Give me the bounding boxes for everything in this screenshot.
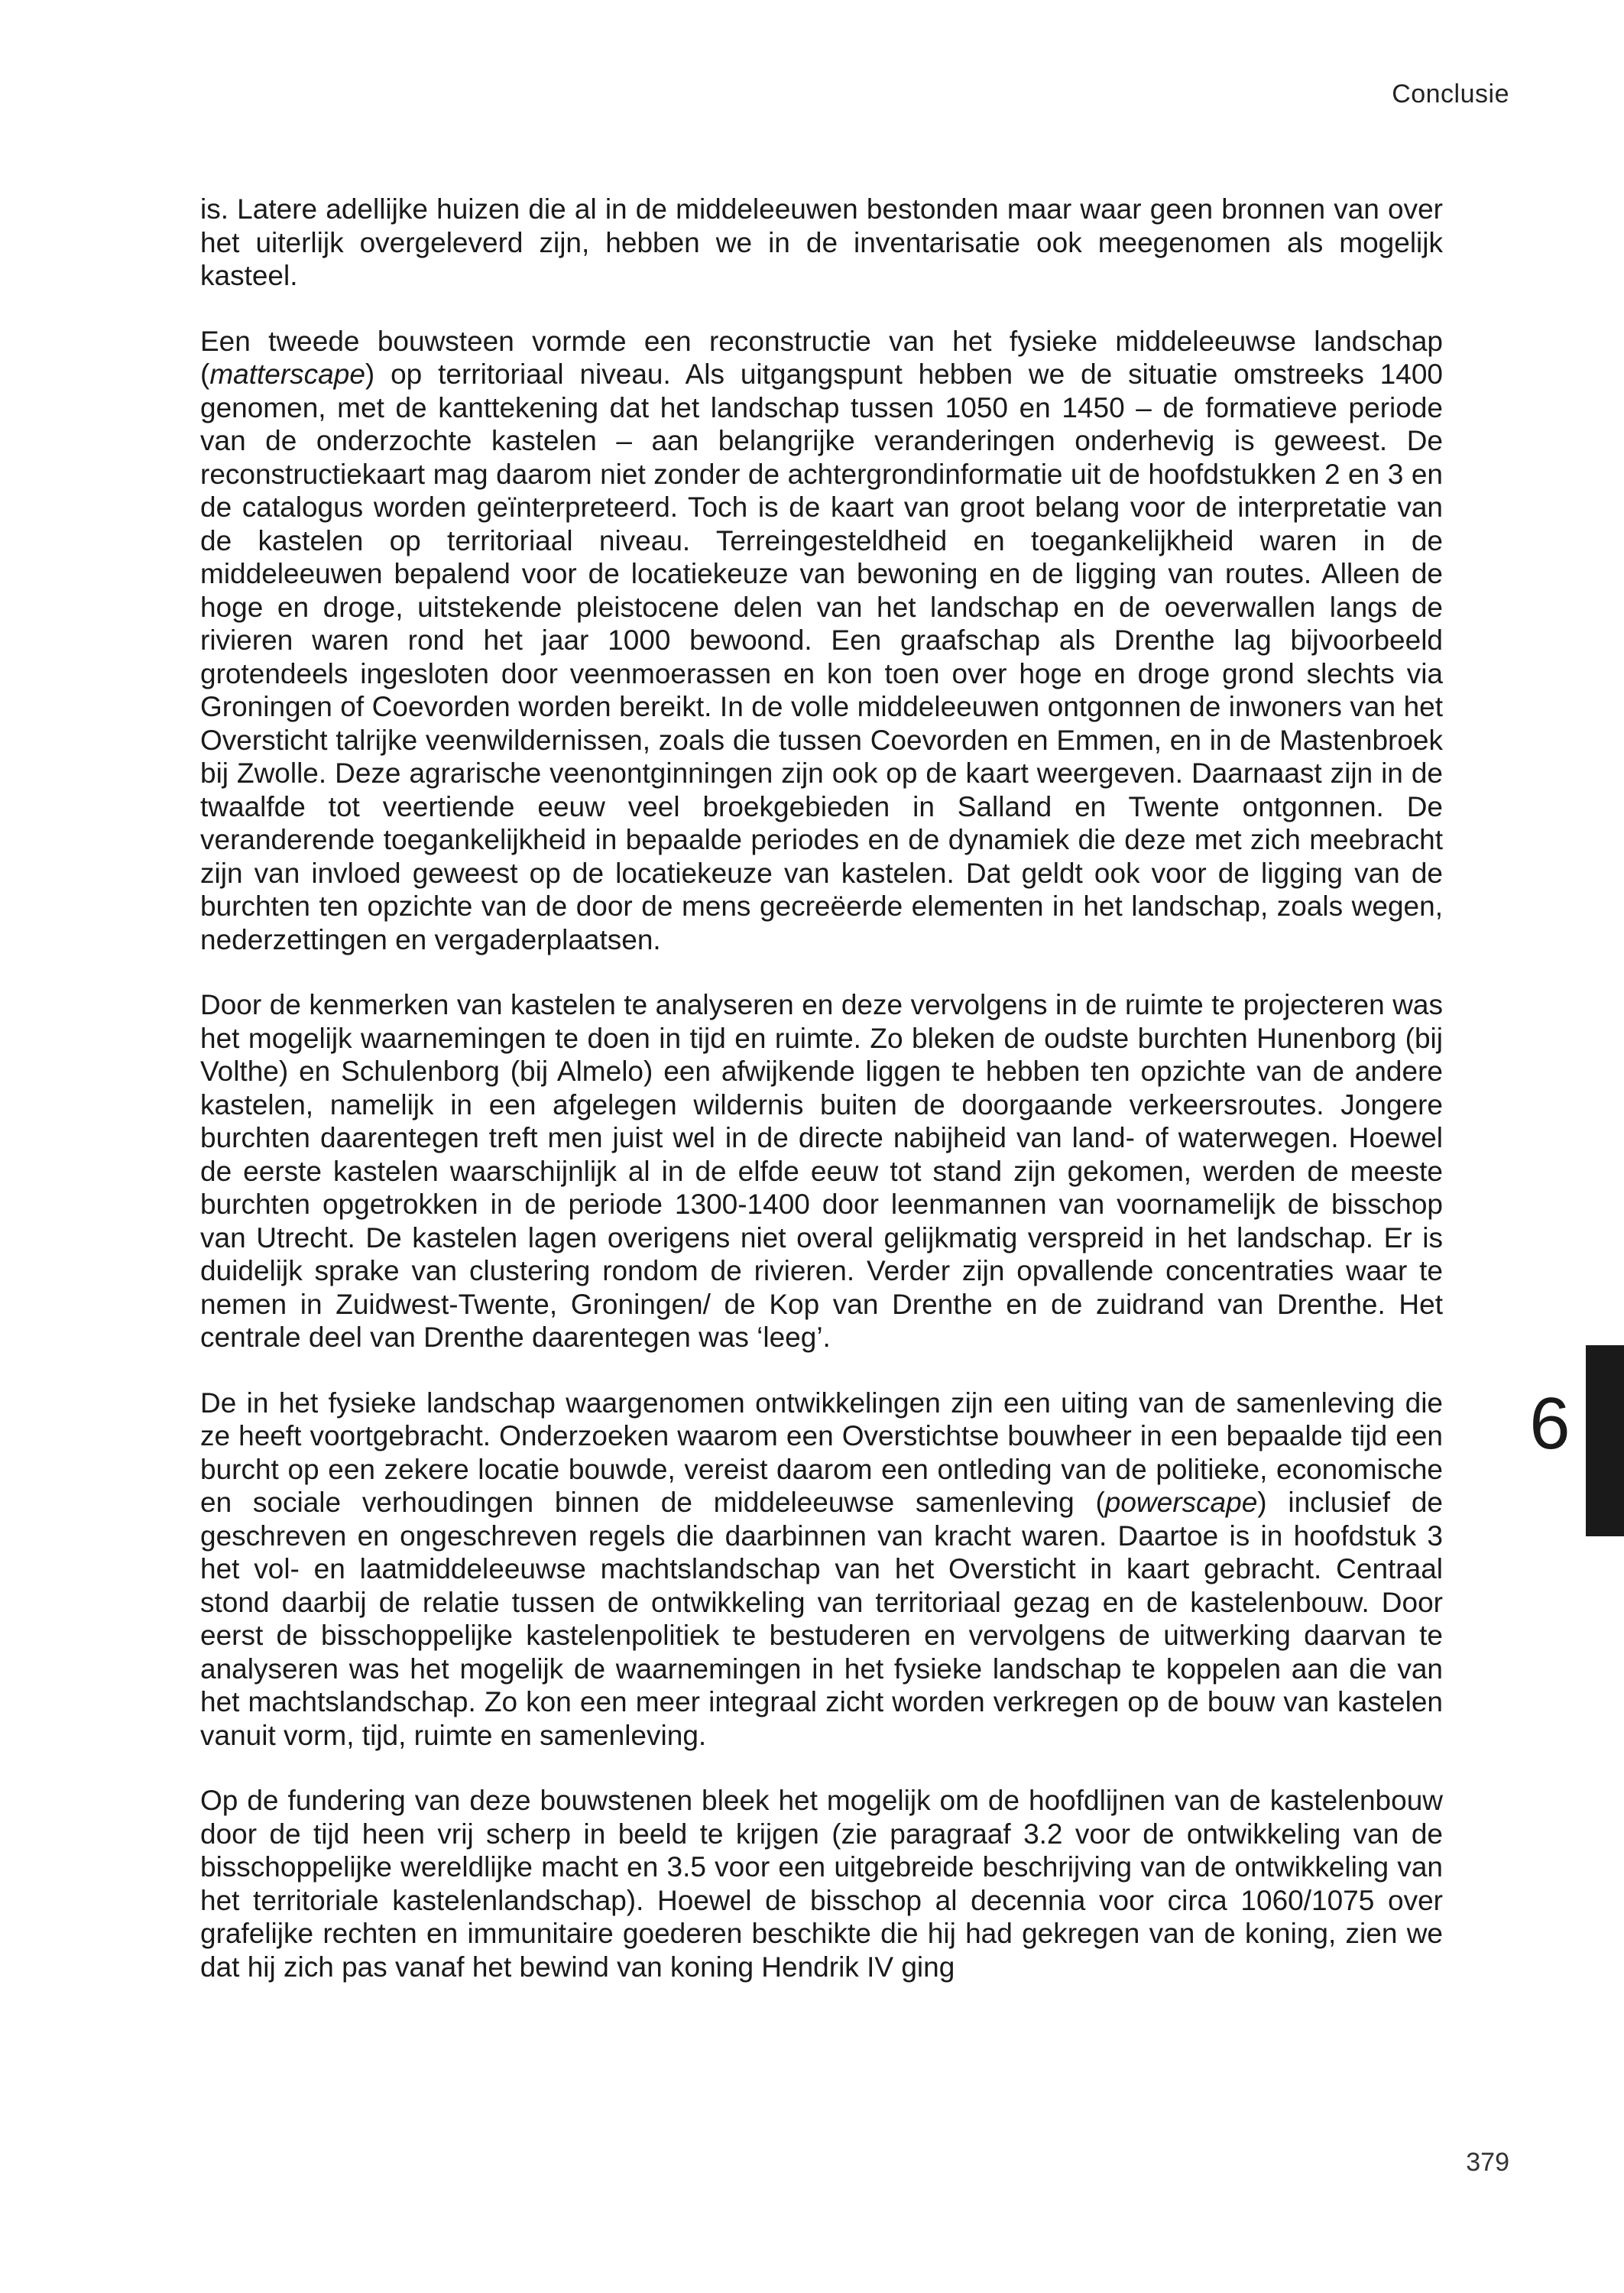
paragraph <box>200 988 1443 1354</box>
paragraph <box>200 1387 1443 1753</box>
paragraph-text: ) op territoriaal niveau. Als uitgangspunt hebben we de situatie omstreeks 1400 genomen, met de kanttekening dat het landschap tussen 1050 en 1450 – de formatieve periode van de onderzochte kastelen – aan belangrijke veranderingen onderhevig is geweest. De reconstructiekaart mag daarom niet zonder de achtergrondinformatie uit de hoofdstukken 2 en 3 en de catalogus worden geïnterpreteerd. Toch is de kaart van groot belang voor de interpretatie van de kastelen op territoriaal niveau. Terreingesteldheid en toegankelijkheid waren in de middeleeuwen bepalend voor de locatiekeuze van bewoning en de ligging van routes. Alleen de hoge en droge, uitstekende pleistocene delen van het landschap en de oeverwallen langs de rivieren waren rond het jaar 1000 bewoond. Een graafschap als Drenthe lag bijvoorbeeld grotendeels ingesloten door veenmoerassen en kon toen over hoge en droge grond slechts via Groningen of Coevorden worden bereikt. In de volle middeleeuwen ontgonnen de inwoners van het Oversticht talrijke veenwildernissen, zoals die tussen Coevorden en Emmen, en in de Mastenbroek bij Zwolle. Deze agrarische veenontginningen zijn ook op de kaart weergeven. Daarnaast zijn in de twaalfde tot veertiende eeuw veel broekgebieden in Salland en Twente ontgonnen. De veranderende toegankelijkheid in bepaalde periodes en de dynamiek die deze met zich meebracht zijn van invloed geweest op de locatiekeuze van kastelen. Dat geldt ook voor de ligging van de burchten ten opzichte van de door de mens gecreëerde elementen in het landschap, zoals wegen, nederzettingen en vergaderplaatsen. <box>200 358 1443 955</box>
paragraph <box>200 193 1443 293</box>
running-header: Conclusie <box>1392 79 1509 109</box>
paragraph <box>200 325 1443 957</box>
paragraph-text: is. Latere adellijke huizen die al in de middeleeuwen bestonden maar waar geen bronnen van over het uiterlijk overgeleverd zijn, hebben we in de inventarisatie ook meegenomen als mogelijk kasteel. <box>200 193 1443 291</box>
emphasis-term: matterscape <box>209 358 365 390</box>
paragraph <box>200 1784 1443 1983</box>
paragraph-text: De in het fysieke landschap waargenomen ontwikkelingen zijn een uiting van de samenleving die ze heeft voortgebracht. Onderzoeken waarom een Overstichtse bouwheer in een bepaalde tijd een burcht op een zekere locatie bouwde, vereist daarom een ontleding van de politieke, economische en sociale verhoudingen binnen de middeleeuwse samenleving ( <box>200 1387 1443 1518</box>
paragraph-text: Op de fundering van deze bouwstenen bleek het mogelijk om de hoofdlijnen van de kastelenbouw door de tijd heen vrij scherp in beeld te krijgen (zie paragraaf 3.2 voor de ontwikkeling van de bisschoppelijke wereldlijke macht en 3.5 voor een uitgebreide beschrijving van de ontwikkeling van het territoriale kastelenlandschap). Hoewel de bisschop al decennia voor circa 1060/1075 over grafelijke rechten en immunitaire goederen beschikte die hij had gekregen van de koning, zien we dat hij zich pas vanaf het bewind van koning Hendrik IV ging <box>200 1785 1443 1983</box>
page-number: 379 <box>1466 2148 1509 2177</box>
paragraph-text: Een tweede bouwsteen vormde een reconstructie van het fysieke middeleeuwse landschap ( <box>200 325 1443 390</box>
body-text <box>200 193 1443 2016</box>
paragraph-text: ) inclusief de geschreven en ongeschreven regels die daarbinnen van kracht waren. Daartoe is in hoofdstuk 3 het vol- en laatmiddeleeuwse machtslandschap van het Oversticht in kaart gebracht. Centraal stond daarbij de relatie tussen de ontwikkeling van territoriaal gezag en de kastelenbouw. Door eerst de bisschoppelijke kastelenpolitiek te bestuderen en vervolgens de uitwerking daarvan te analyseren was het mogelijk de waarnemingen in het fysieke landschap te koppelen aan die van het machtslandschap. Zo kon een meer integraal zicht worden verkregen op de bouw van kastelen vanuit vorm, tijd, ruimte en samenleving. <box>200 1487 1443 1751</box>
paragraph-text: Door de kenmerken van kastelen te analyseren en deze vervolgens in de ruimte te projecteren was het mogelijk waarnemingen te doen in tijd en ruimte. Zo bleken de oudste burchten Hunenborg (bij Volthe) en Schulenborg (bij Almelo) een afwijkende liggen te hebben ten opzichte van de andere kastelen, namelijk in een afgelegen wildernis buiten de doorgaande verkeersroutes. Jongere burchten daarentegen treft men juist wel in de directe nabijheid van land- of waterwegen. Hoewel de eerste kastelen waarschijnlijk al in de elfde eeuw tot stand zijn gekomen, werden de meeste burchten opgetrokken in de periode 1300-1400 door leenmannen van voornamelijk de bisschop van Utrecht. De kastelen lagen overigens niet overal gelijkmatig verspreid in het landschap. Er is duidelijk sprake van clustering rondom de rivieren. Verder zijn opvallende concentraties waar te nemen in Zuidwest-Twente, Groningen/ de Kop van Drenthe en de zuidrand van Drenthe. Het centrale deel van Drenthe daarentegen was ‘leeg’. <box>200 989 1443 1353</box>
chapter-tab <box>1586 1345 1624 1536</box>
emphasis-term: powerscape <box>1104 1487 1258 1518</box>
chapter-number: 6 <box>1529 1383 1571 1464</box>
